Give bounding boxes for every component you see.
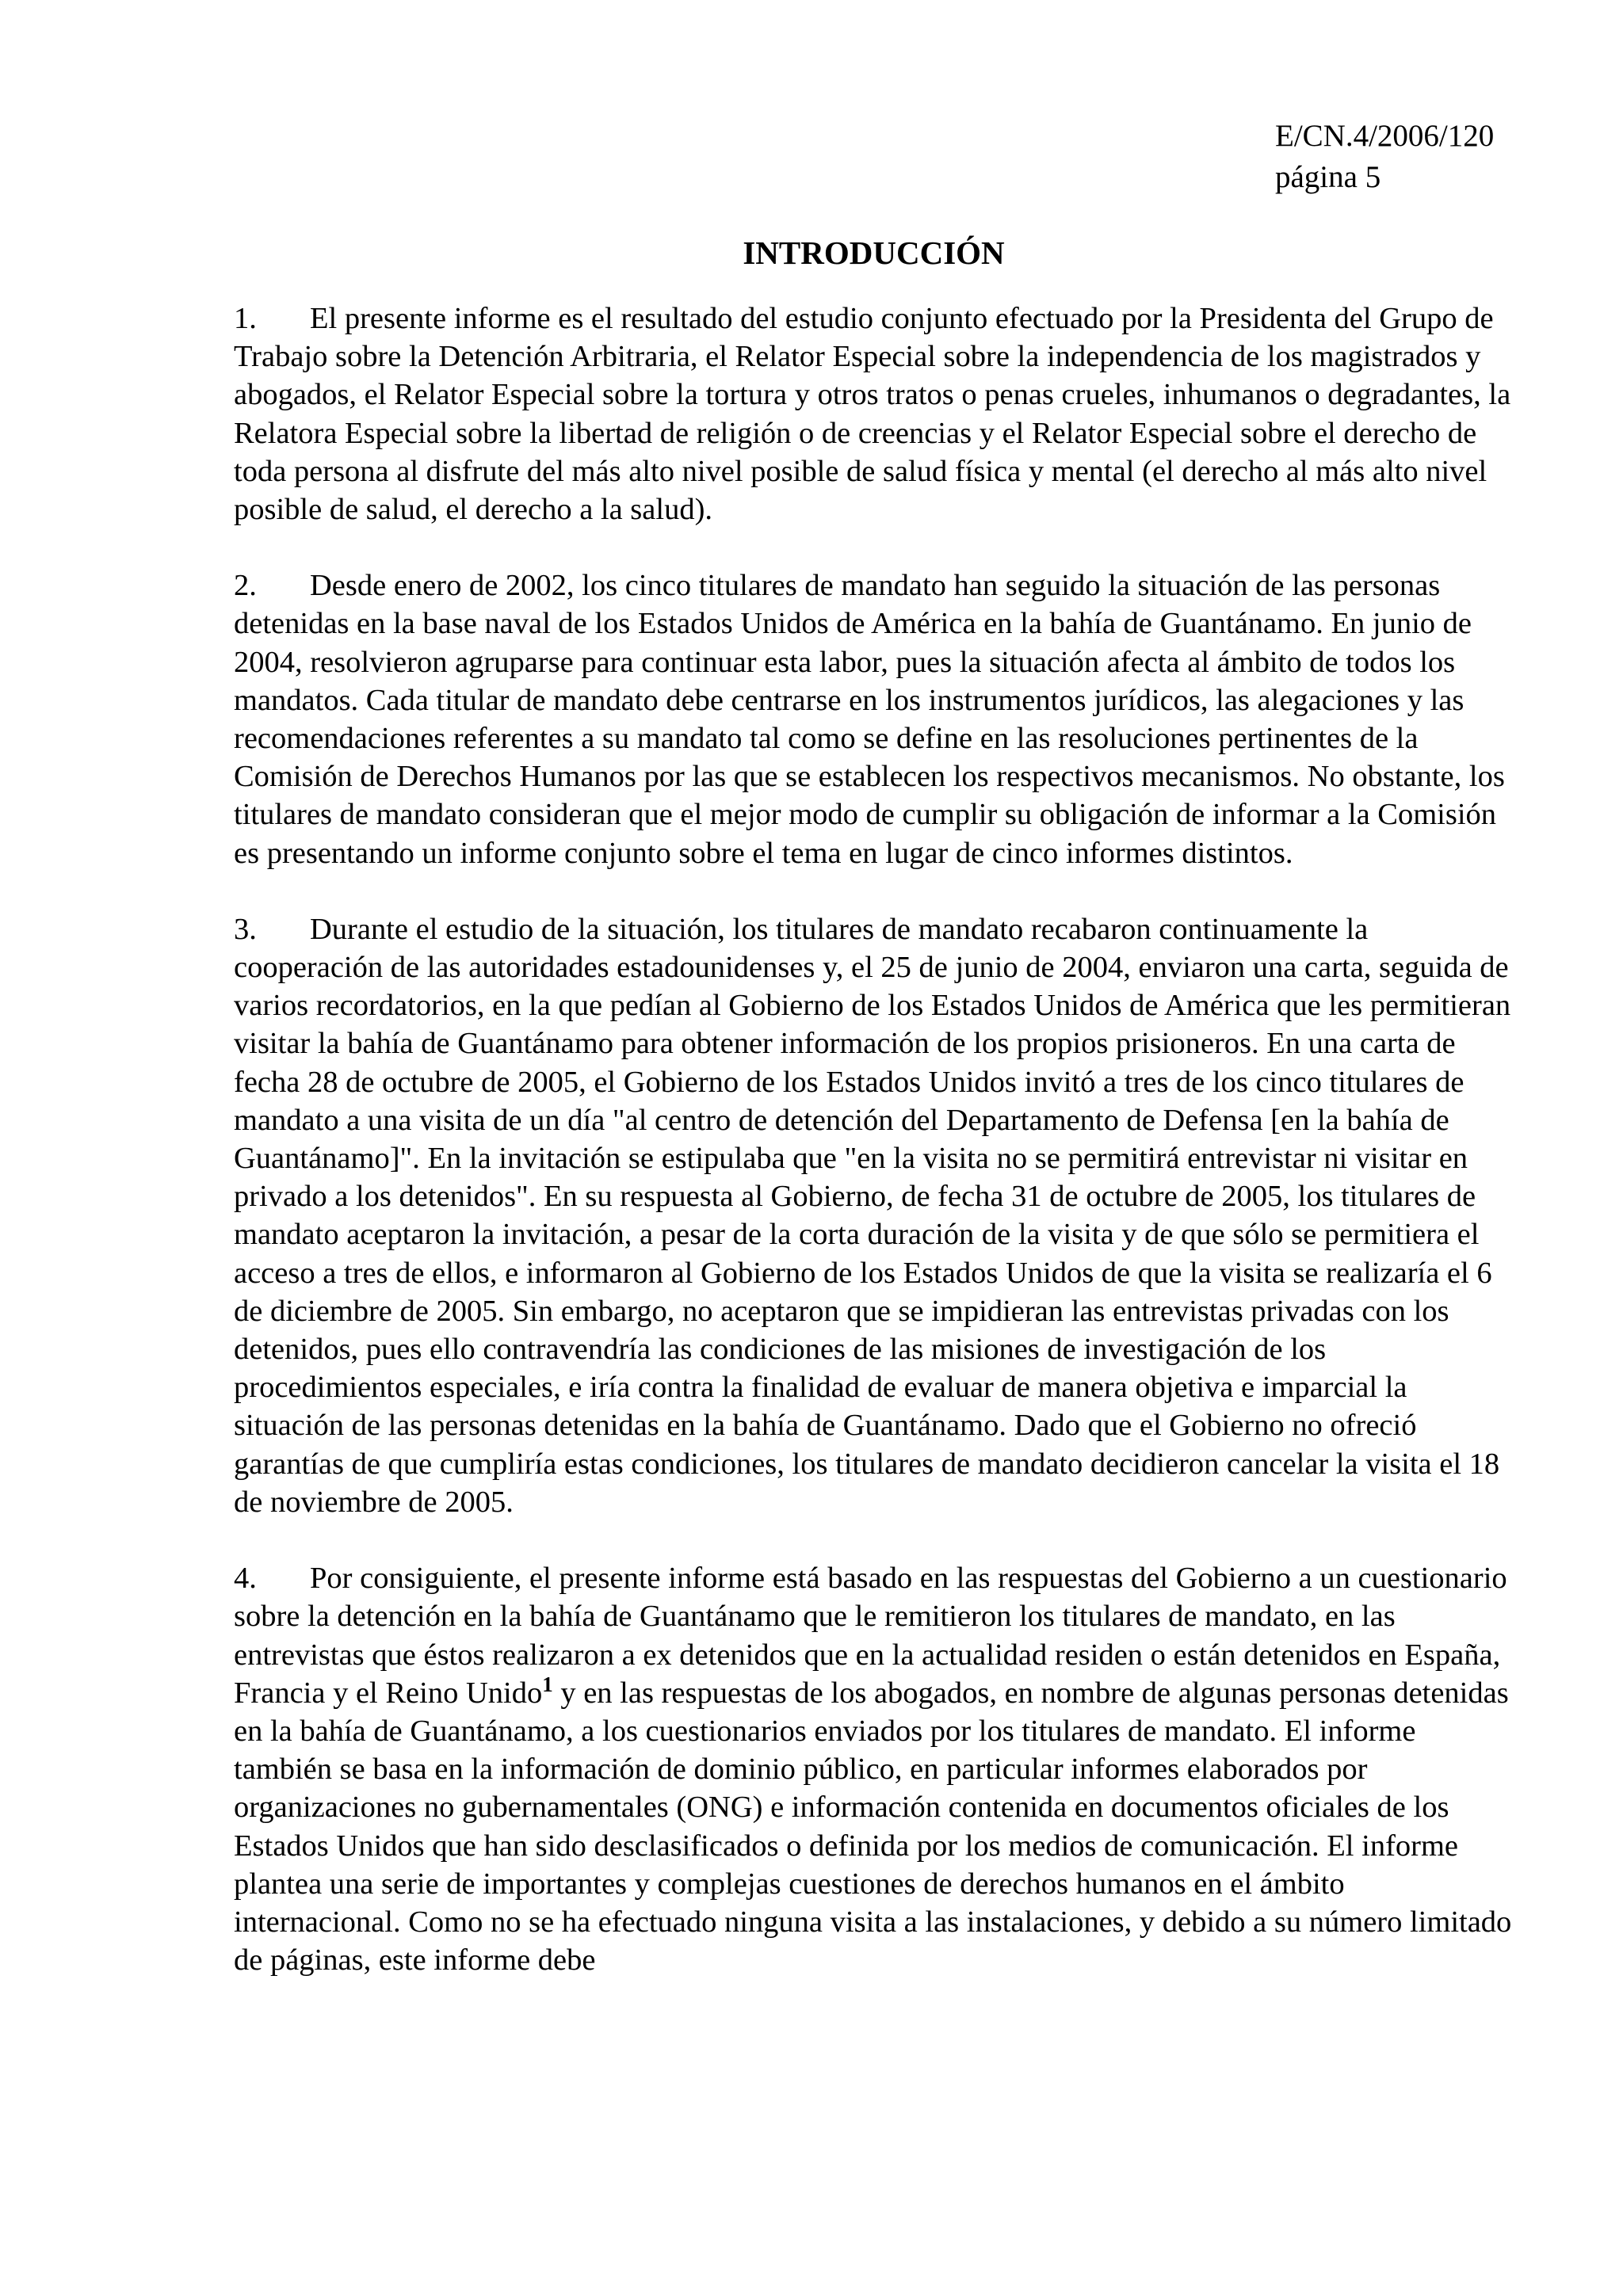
paragraph-number: 3.	[234, 912, 257, 946]
paragraph-number: 1.	[234, 302, 257, 335]
paragraph-number: 4.	[234, 1562, 257, 1596]
paragraph-4	[234, 1559, 1516, 1979]
paragraph-2	[234, 566, 1516, 872]
footnote-reference[interactable]: 1	[542, 1672, 553, 1696]
section-title: INTRODUCCIÓN	[743, 235, 1005, 271]
document-body	[234, 299, 1516, 2017]
paragraph-text: Durante el estudio de la situación, los titulares de mandato recabaron continuamente la cooperación de las autoridades estadounidenses y, el 25 de junio de 2004, enviaron una carta, seguida de varios recordatorios, en la que pedían al Gobierno de los Estados Unidos de América que les permitieran visitar la bahía de Guantánamo para obtener información de los propios prisioneros. En una carta de fecha 28 de octubre de 2005, el Gobierno de los Estados Unidos invitó a tres de los cinco titulares de mandato a una visita de un día "al centro de detención del Departamento de Defensa [en la bahía de Guantánamo]". En la invitación se estipulaba que "en la visita no se permitirá entrevistar ni visitar en privado a los detenidos". En su respuesta al Gobierno, de fecha 31 de octubre de 2005, los titulares de mandato aceptaron la invitación, a pesar de la corta duración de la visita y de que sólo se permitiera el acceso a tres de ellos, e informaron al Gobierno de los Estados Unidos de que la visita se realizaría el 6 de diciembre de 2005. Sin embargo, no aceptaron que se impidieran las entrevistas privadas con los detenidos, pues ello contravendría las condiciones de las misiones de investigación de los procedimientos especiales, e iría contra la finalidad de evaluar de manera objetiva e imparcial la situación de las personas detenidas en la bahía de Guantánamo. Dado que el Gobierno no ofreció garantías de que cumpliría estas condiciones, los titulares de mandato decidieron cancelar la visita el 18 de noviembre de 2005.	[234, 912, 1511, 1519]
paragraph-text: El presente informe es el resultado del estudio conjunto efectuado por la Presidenta del Grupo de Trabajo sobre la Detención Arbitraria, el Relator Especial sobre la independencia de los magistrados y abogados, el Relator Especial sobre la tortura y otros tratos o penas crueles, inhumanos o degradantes, la Relatora Especial sobre la libertad de religión o de creencias y el Relator Especial sobre el derecho de toda persona al disfrute del más alto nivel posible de salud física y mental (el derecho al más alto nivel posible de salud, el derecho a la salud).	[234, 302, 1511, 527]
document-symbol: E/CN.4/2006/120	[1275, 119, 1495, 153]
paragraph-text: Por consiguiente, el presente informe está basado en las respuestas del Gobierno a un cuestionario sobre la detención en la bahía de Guantánamo que le remitieron los titulares de mandato, en las entrevistas que éstos realizaron a ex detenidos que en la actualidad residen o están detenidos en España, Francia y el Reino Unido	[234, 1562, 1507, 1710]
paragraph-text: Desde enero de 2002, los cinco titulares de mandato han seguido la situación de las personas detenidas en la base naval de los Estados Unidos de América en la bahía de Guantánamo. En junio de 2004, resolvieron agruparse para continuar esta labor, pues la situación afecta al ámbito de todos los mandatos. Cada titular de mandato debe centrarse en los instrumentos jurídicos, las alegaciones y las recomendaciones referentes a su mandato tal como se define en las resoluciones pertinentes de la Comisión de Derechos Humanos por las que se establecen los respectivos mecanismos. No obstante, los titulares de mandato consideran que el mejor modo de cumplir su obligación de informar a la Comisión es presentando un informe conjunto sobre el tema en lugar de cinco informes distintos.	[234, 569, 1505, 870]
paragraph-text-continued: y en las respuestas de los abogados, en nombre de algunas personas detenidas en la bahía de Guantánamo, a los cuestionarios enviados por los titulares de mandato. El informe también se basa en la información de dominio público, en particular informes elaborados por organizaciones no gubernamentales (ONG) e información contenida en documentos oficiales de los Estados Unidos que han sido desclasificados o definida por los medios de comunicación. El informe plantea una serie de importantes y complejas cuestiones de derechos humanos en el ámbito internacional. Como no se ha efectuado ninguna visita a las instalaciones, y debido a su número limitado de páginas, este informe debe	[234, 1676, 1512, 1978]
document-header	[1275, 116, 1494, 198]
paragraph-1	[234, 299, 1516, 528]
page-number: página 5	[1275, 160, 1381, 194]
paragraph-3	[234, 910, 1516, 1521]
paragraph-number: 2.	[234, 569, 257, 603]
